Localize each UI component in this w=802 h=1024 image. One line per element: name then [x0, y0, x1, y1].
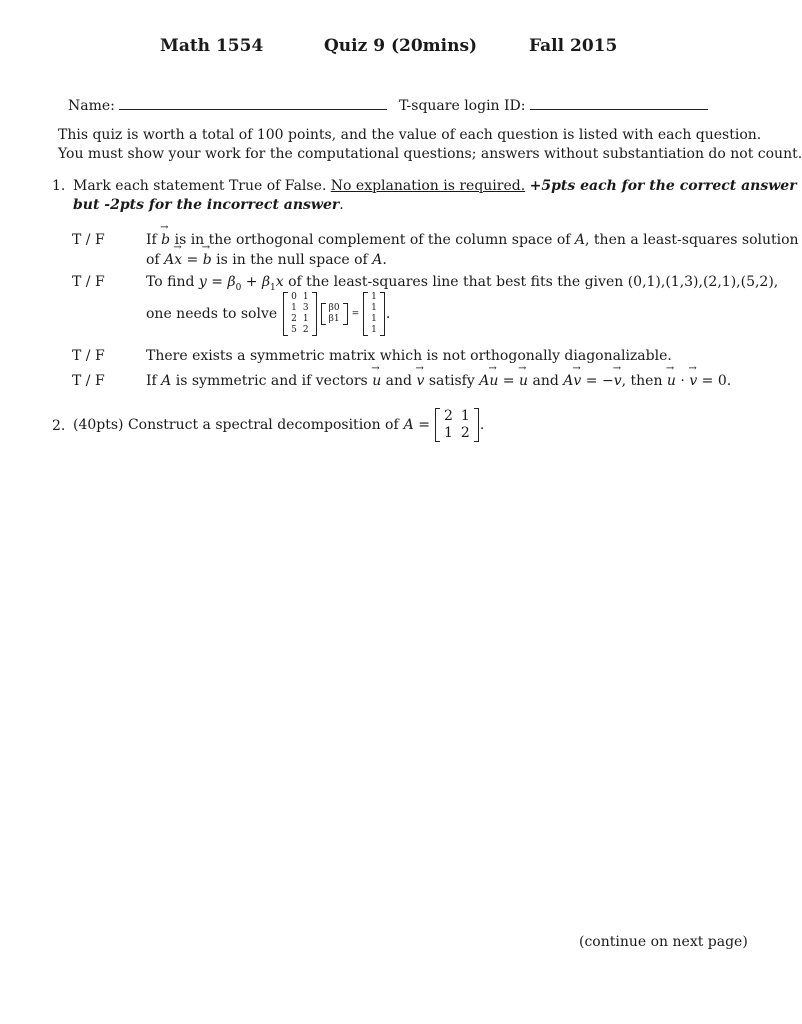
s1-text-a: If — [146, 232, 157, 248]
name-blank[interactable] — [119, 95, 387, 110]
q1-prompt-line2: but -2pts for the incorrect answer. — [73, 197, 344, 213]
vector-b: → b — [161, 232, 170, 248]
matrix-a-cell: 1 — [443, 425, 453, 441]
s4-text-f: , then — [621, 373, 663, 389]
login-field[interactable] — [399, 95, 708, 114]
tf-choice-1[interactable]: T / F — [72, 232, 105, 248]
s1-text-c: , then a least-squares solution — [585, 232, 799, 248]
ones-vector — [363, 292, 385, 336]
continue-note: (continue on next page) — [579, 934, 748, 950]
intro-line-2: You must show your work for the computational questions; answers without substantiation do not count. — [58, 146, 802, 162]
ones-vector-cell: 1 — [371, 314, 377, 324]
ones-vector-cell: 1 — [371, 303, 377, 313]
q2-prompt: (40pts) Construct a spectral decomposition of A = 2 1 1 2 . — [73, 408, 485, 441]
s4-text-d: satisfy — [428, 373, 475, 389]
tf-choice-2[interactable]: T / F — [72, 274, 105, 290]
q1-underlined: No explanation is required. — [330, 178, 526, 194]
statement-1: If → b is in the orthogonal complement of the column space of A, then a least-squares solution — [146, 232, 799, 248]
name-field[interactable] — [68, 95, 387, 114]
design-matrix-cell: 1 — [302, 314, 309, 324]
name-label: Name: — [68, 98, 115, 114]
term-title: Fall 2015 — [529, 36, 618, 56]
beta-vector-cell: β0 — [328, 303, 340, 313]
design-matrix-cell: 1 — [302, 292, 309, 302]
design-matrix-cell: 1 — [291, 303, 297, 313]
quiz-title: Quiz 9 (20mins) — [324, 36, 478, 56]
q1-text: Mark each statement True of False. — [73, 178, 327, 194]
beta-vector — [321, 303, 348, 325]
design-matrix — [283, 292, 316, 336]
s2-text-c: one needs to solve — [146, 306, 278, 322]
matrix-a-cell: 2 — [443, 408, 453, 424]
s4-text-b: is symmetric and if vectors — [175, 373, 368, 389]
ones-vector-cell: 1 — [371, 325, 377, 335]
login-label: T-square login ID: — [399, 98, 526, 114]
login-blank[interactable] — [530, 95, 708, 110]
s1-text-e: is in the null space of — [216, 252, 368, 268]
q1-prompt — [73, 178, 797, 194]
s2-text-a: To find — [146, 274, 195, 290]
q2-number: 2. — [52, 418, 66, 434]
statement-3: There exists a symmetric matrix which is not orthogonally diagonalizable. — [146, 348, 672, 364]
q1-bold-1: +5pts each for the correct answer — [529, 178, 797, 194]
statement-2-line2: one needs to solve 0 1 1 3 2 1 5 2 β0 β1 = 1 1 1 1 . — [146, 292, 391, 335]
design-matrix-cell: 0 — [291, 292, 297, 302]
design-matrix-cell: 2 — [302, 325, 309, 335]
s1-text-b: is in the orthogonal complement of the column space of — [174, 232, 571, 248]
s4-text-a: If — [146, 373, 157, 389]
design-matrix-cell: 5 — [291, 325, 297, 335]
design-matrix-cell: 2 — [291, 314, 297, 324]
beta-vector-cell: β1 — [328, 314, 340, 324]
s4-text-e: and — [532, 373, 559, 389]
matrix-a-cell: 2 — [460, 425, 470, 441]
statement-1-line2: of A→ x = → b is in the null space of A. — [146, 252, 387, 268]
s4-text-c: and — [385, 373, 412, 389]
course-title: Math 1554 — [160, 36, 264, 56]
tf-choice-3[interactable]: T / F — [72, 348, 105, 364]
matrix-a-cell: 1 — [460, 408, 470, 424]
s1-text-d: of — [146, 252, 160, 268]
intro-line-1: This quiz is worth a total of 100 points, and the value of each question is listed with each question. — [58, 127, 762, 143]
matrix-a — [435, 408, 479, 442]
statement-2: To find $y = \beta_0 + \beta_1x$ of the least-squares line that best fits the given (0,1),(1,3),(2,1),(5,2), — [146, 274, 779, 293]
design-matrix-cell: 3 — [302, 303, 309, 313]
q2-text: (40pts) Construct a spectral decomposition of — [73, 417, 399, 433]
statement-4: If A is symmetric and if vectors → u and → v satisfy A→ u = → u and A→ v = −→ v, then → u · → v = 0. — [146, 373, 731, 389]
tf-choice-4[interactable]: T / F — [72, 373, 105, 389]
s2-text-b: of the least-squares line that best fits the given (0,1),(1,3),(2,1),(5,2), — [288, 274, 779, 290]
q1-bold-2: but -2pts for the incorrect answer — [73, 197, 340, 213]
q1-number: 1. — [52, 178, 66, 194]
ones-vector-cell: 1 — [371, 292, 377, 302]
